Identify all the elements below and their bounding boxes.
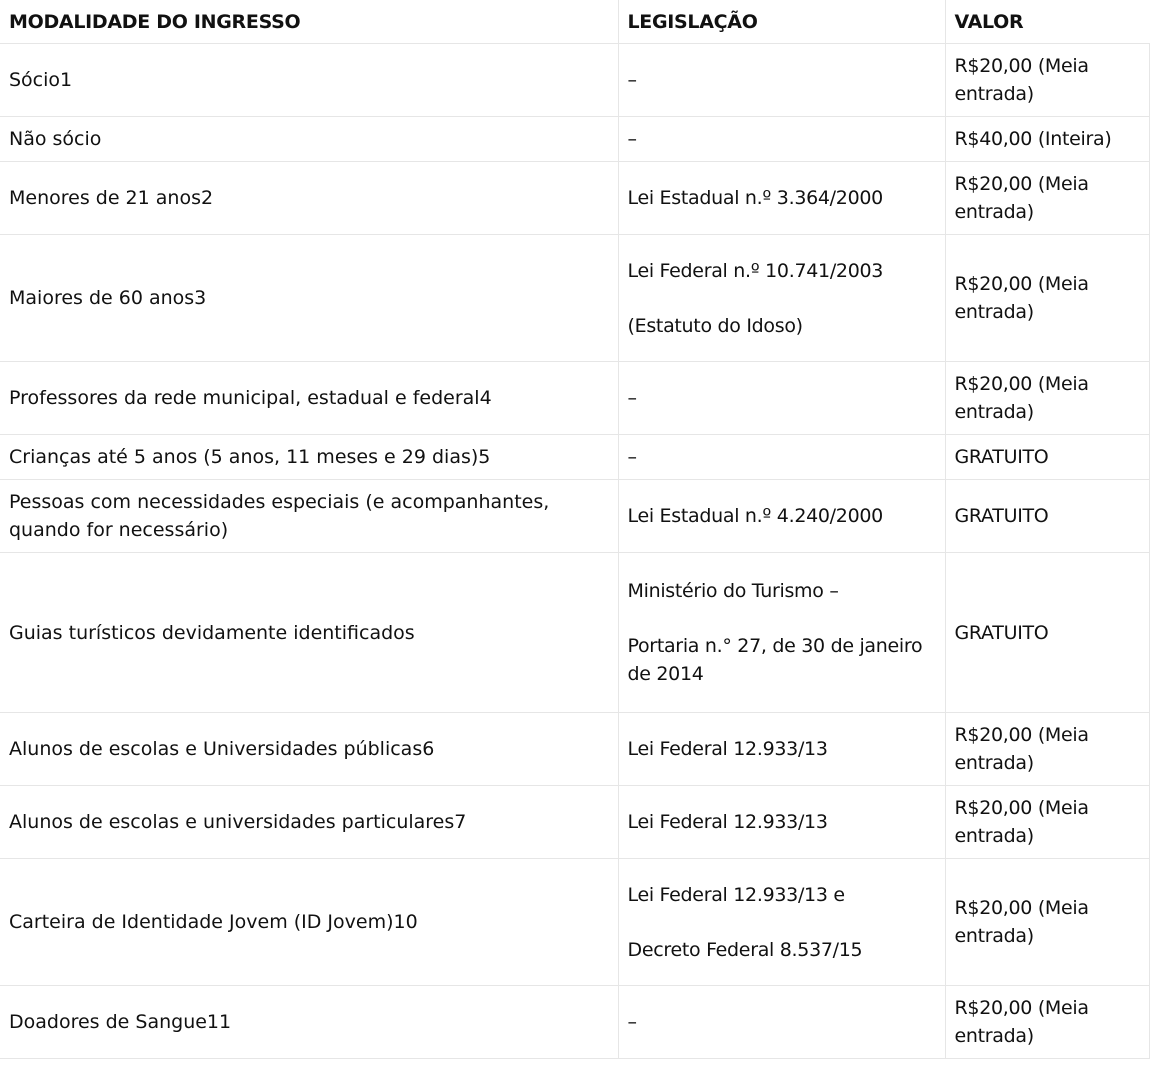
modalidade-cell: Maiores de 60 anos3 (0, 235, 618, 362)
table-row (0, 986, 1149, 1059)
header-row (0, 0, 1149, 44)
table-row (0, 786, 1149, 859)
legislacao-text: – (627, 69, 637, 91)
valor-cell: R$20,00 (Meia entrada) (945, 362, 1149, 435)
legislacao-cell (618, 162, 945, 235)
legislacao-text: Lei Estadual n.º 3.364/2000 (627, 187, 883, 209)
legislacao-cell (618, 480, 945, 553)
legislacao-text: – (627, 128, 637, 150)
legislacao-text: Ministério do Turismo – (627, 580, 839, 602)
modalidade-cell: Sócio1 (0, 44, 618, 117)
table-row (0, 117, 1149, 162)
modalidade-cell: Doadores de Sangue11 (0, 986, 618, 1059)
legislacao-text: – (627, 446, 637, 468)
legislacao-text: – (627, 1011, 637, 1033)
table-row (0, 859, 1149, 986)
valor-cell: R$20,00 (Meia entrada) (945, 859, 1149, 986)
header-valor: VALOR (945, 0, 1149, 44)
legislacao-cell (618, 786, 945, 859)
table-row (0, 362, 1149, 435)
modalidade-cell: Alunos de escolas e universidades particulares7 (0, 786, 618, 859)
modalidade-cell: Professores da rede municipal, estadual e federal4 (0, 362, 618, 435)
legislacao-cell (618, 553, 945, 713)
valor-cell: R$20,00 (Meia entrada) (945, 713, 1149, 786)
legislacao-cell (618, 859, 945, 986)
legislacao-text: Portaria n.° 27, de 30 de janeiro de 2014 (627, 635, 923, 685)
legislacao-cell (618, 362, 945, 435)
valor-cell: R$40,00 (Inteira) (945, 117, 1149, 162)
legislacao-text: – (627, 387, 637, 409)
table-row (0, 44, 1149, 117)
modalidade-cell: Carteira de Identidade Jovem (ID Jovem)10 (0, 859, 618, 986)
modalidade-cell: Pessoas com necessidades especiais (e acompanhantes, quando for necessário) (0, 480, 618, 553)
table-row (0, 553, 1149, 713)
legislacao-text: Lei Federal 12.933/13 (627, 738, 828, 760)
valor-cell: GRATUITO (945, 435, 1149, 480)
header-legislacao: LEGISLAÇÃO (618, 0, 945, 44)
header-modalidade: MODALIDADE DO INGRESSO (0, 0, 618, 44)
valor-cell: R$20,00 (Meia entrada) (945, 235, 1149, 362)
valor-cell: R$20,00 (Meia entrada) (945, 162, 1149, 235)
legislacao-text: Decreto Federal 8.537/15 (627, 938, 863, 961)
valor-cell: GRATUITO (945, 553, 1149, 713)
legislacao-text: Lei Estadual n.º 4.240/2000 (627, 505, 883, 527)
legislacao-cell (618, 44, 945, 117)
legislacao-cell (618, 713, 945, 786)
valor-cell: R$20,00 (Meia entrada) (945, 44, 1149, 117)
legislacao-text: Lei Federal n.º 10.741/2003 (627, 259, 884, 282)
modalidade-cell: Alunos de escolas e Universidades públicas6 (0, 713, 618, 786)
legislacao-cell (618, 435, 945, 480)
valor-cell: R$20,00 (Meia entrada) (945, 986, 1149, 1059)
modalidade-cell: Guias turísticos devidamente identificados (0, 553, 618, 713)
legislacao-cell (618, 117, 945, 162)
valor-cell: GRATUITO (945, 480, 1149, 553)
table-row (0, 480, 1149, 553)
legislacao-text: Lei Federal 12.933/13 e (627, 883, 845, 906)
legislacao-text: Lei Federal 12.933/13 (627, 811, 828, 833)
table-row (0, 162, 1149, 235)
valor-cell: R$20,00 (Meia entrada) (945, 786, 1149, 859)
table-row (0, 713, 1149, 786)
legislacao-cell (618, 235, 945, 362)
modalidade-cell: Não sócio (0, 117, 618, 162)
legislacao-text: (Estatuto do Idoso) (627, 314, 803, 337)
modalidade-cell: Crianças até 5 anos (5 anos, 11 meses e 29 dias)5 (0, 435, 618, 480)
table-row (0, 435, 1149, 480)
modalidade-cell: Menores de 21 anos2 (0, 162, 618, 235)
table-row (0, 235, 1149, 362)
legislacao-cell (618, 986, 945, 1059)
